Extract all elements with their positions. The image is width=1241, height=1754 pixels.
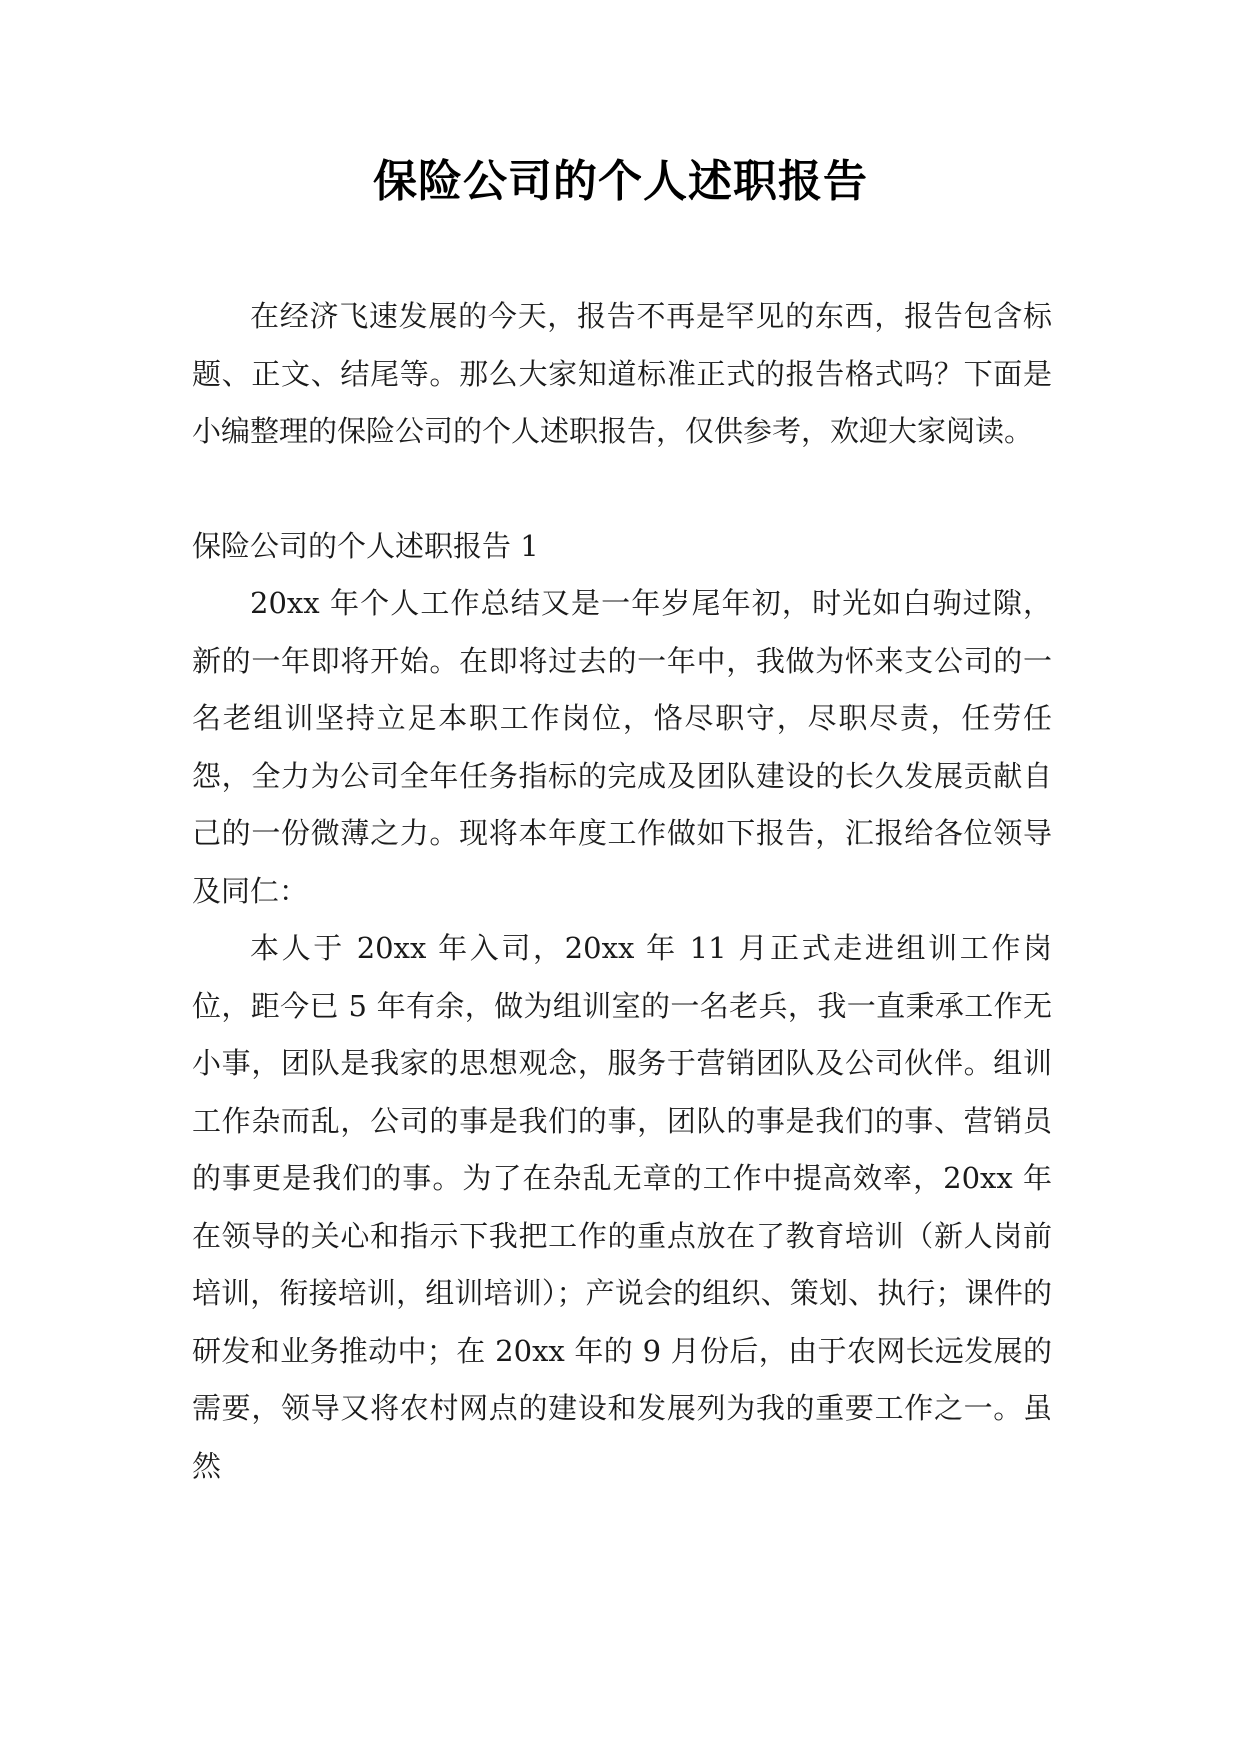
document-body <box>192 288 1052 1495</box>
document-title: 保险公司的个人述职报告 <box>373 156 868 207</box>
body-paragraph-2: 本人于 20xx 年入司，20xx 年 11 月正式走进组训工作岗位，距今已 5 年有余，做为组训室的一名老兵，我一直秉承工作无小事，团队是我家的思想观念，服务于营销团队及公司伙伴。组训工作杂而乱，公司的事是我们的事，团队的事是我们的事、营销员的事更是我们的事。为了在杂乱无章的工作中提高效率，20xx 年在领导的关心和指示下我把工作的重点放在了教育培训（新人岗前培训，衔接培训，组训培训）；产说会的组织、策划、执行；课件的研发和业务推动中；在 20xx 年的 9 月份后，由于农网长远发展的需要，领导又将农村网点的建设和发展列为我的重要工作之一。虽然 <box>192 931 1052 1483</box>
intro-paragraph: 在经济飞速发展的今天，报告不再是罕见的东西，报告包含标题、正文、结尾等。那么大家知道标准正式的报告格式吗？下面是小编整理的保险公司的个人述职报告，仅供参考，欢迎大家阅读。 <box>192 299 1052 448</box>
body-paragraph-1: 20xx 年个人工作总结又是一年岁尾年初，时光如白驹过隙，新的一年即将开始。在即将过去的一年中，我做为怀来支公司的一名老组训坚持立足本职工作岗位，恪尽职守，尽职尽责，任劳任怨，全力为公司全年任务指标的完成及团队建设的长久发展贡献自己的一份微薄之力。现将本年度工作做如下报告，汇报给各位领导及同仁： <box>192 586 1052 908</box>
section-heading: 保险公司的个人述职报告 1 <box>192 528 539 563</box>
